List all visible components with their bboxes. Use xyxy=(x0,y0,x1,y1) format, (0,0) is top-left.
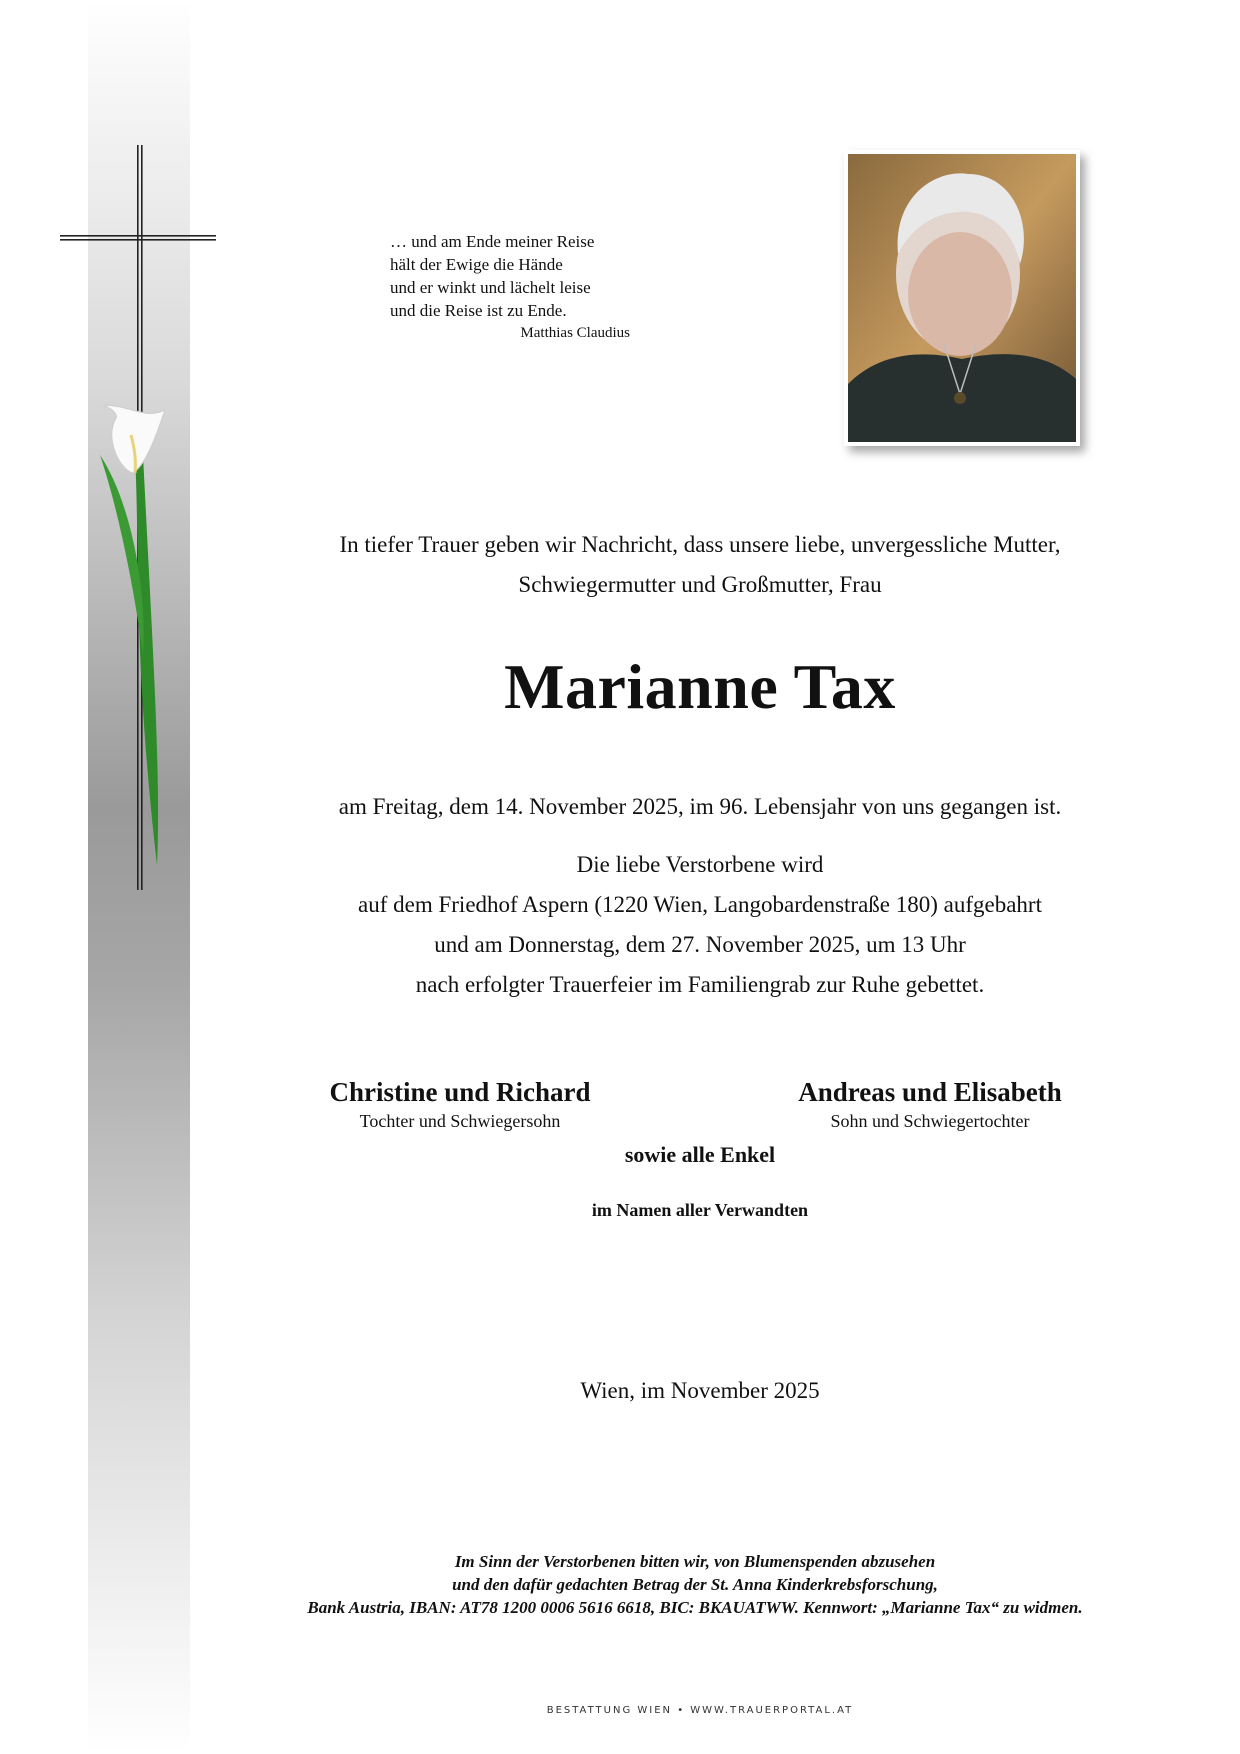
calla-lily-icon xyxy=(95,395,185,865)
details-line: auf dem Friedhof Aspern (1220 Wien, Langobardenstraße 180) aufgebahrt xyxy=(358,892,1042,917)
quote-line: … und am Ende meiner Reise xyxy=(390,232,595,251)
burial-details xyxy=(250,845,1150,1005)
deceased-name: Marianne Tax xyxy=(504,651,896,722)
donation-request xyxy=(200,1550,1190,1619)
poem-quote xyxy=(390,230,630,344)
family-name: Andreas und Elisabeth xyxy=(798,1077,1062,1107)
request-line: Bank Austria, IBAN: AT78 1200 0006 5616 6618, BIC: BKAUATWW. Kennwort: „Marianne Tax“ zu widmen. xyxy=(307,1598,1083,1617)
quote-author: Matthias Claudius xyxy=(520,325,630,341)
quote-line: hält der Ewige die Hände xyxy=(390,255,563,274)
intro-line: In tiefer Trauer geben wir Nachricht, dass unsere liebe, unvergessliche Mutter, xyxy=(339,532,1061,557)
family-member-left xyxy=(310,1075,610,1133)
family-member-right xyxy=(780,1075,1080,1133)
place-date: Wien, im November 2025 xyxy=(580,1378,820,1403)
death-date-line: am Freitag, dem 14. November 2025, im 96. Lebensjahr von uns gegangen ist. xyxy=(338,794,1062,819)
quote-line: und die Reise ist zu Ende. xyxy=(390,301,567,320)
request-line: Im Sinn der Verstorbenen bitten wir, von Blumenspenden abzusehen xyxy=(454,1552,936,1571)
announcement-intro xyxy=(250,525,1150,605)
details-line: nach erfolgter Trauerfeier im Familiengrab zur Ruhe gebettet. xyxy=(415,972,985,997)
request-line: und den dafür gedachten Betrag der St. Anna Kinderkrebsforschung, xyxy=(452,1575,938,1594)
family-name: Christine und Richard xyxy=(329,1077,591,1107)
intro-line: Schwiegermutter und Großmutter, Frau xyxy=(518,572,882,597)
family-role: Sohn und Schwiegertochter xyxy=(830,1111,1030,1131)
footer-credit: BESTATTUNG WIEN • WWW.TRAUERPORTAL.AT xyxy=(546,1705,854,1716)
family-role: Tochter und Schwiegersohn xyxy=(359,1111,561,1131)
details-line: Die liebe Verstorbene wird xyxy=(576,852,824,877)
portrait-photo xyxy=(848,154,1076,442)
relatives-line: im Namen aller Verwandten xyxy=(591,1200,809,1220)
details-line: und am Donnerstag, dem 27. November 2025, um 13 Uhr xyxy=(434,932,966,957)
quote-line: und er winkt und lächelt leise xyxy=(390,278,591,297)
grandchildren-line: sowie alle Enkel xyxy=(624,1142,776,1167)
portrait-photo-frame xyxy=(844,150,1080,446)
